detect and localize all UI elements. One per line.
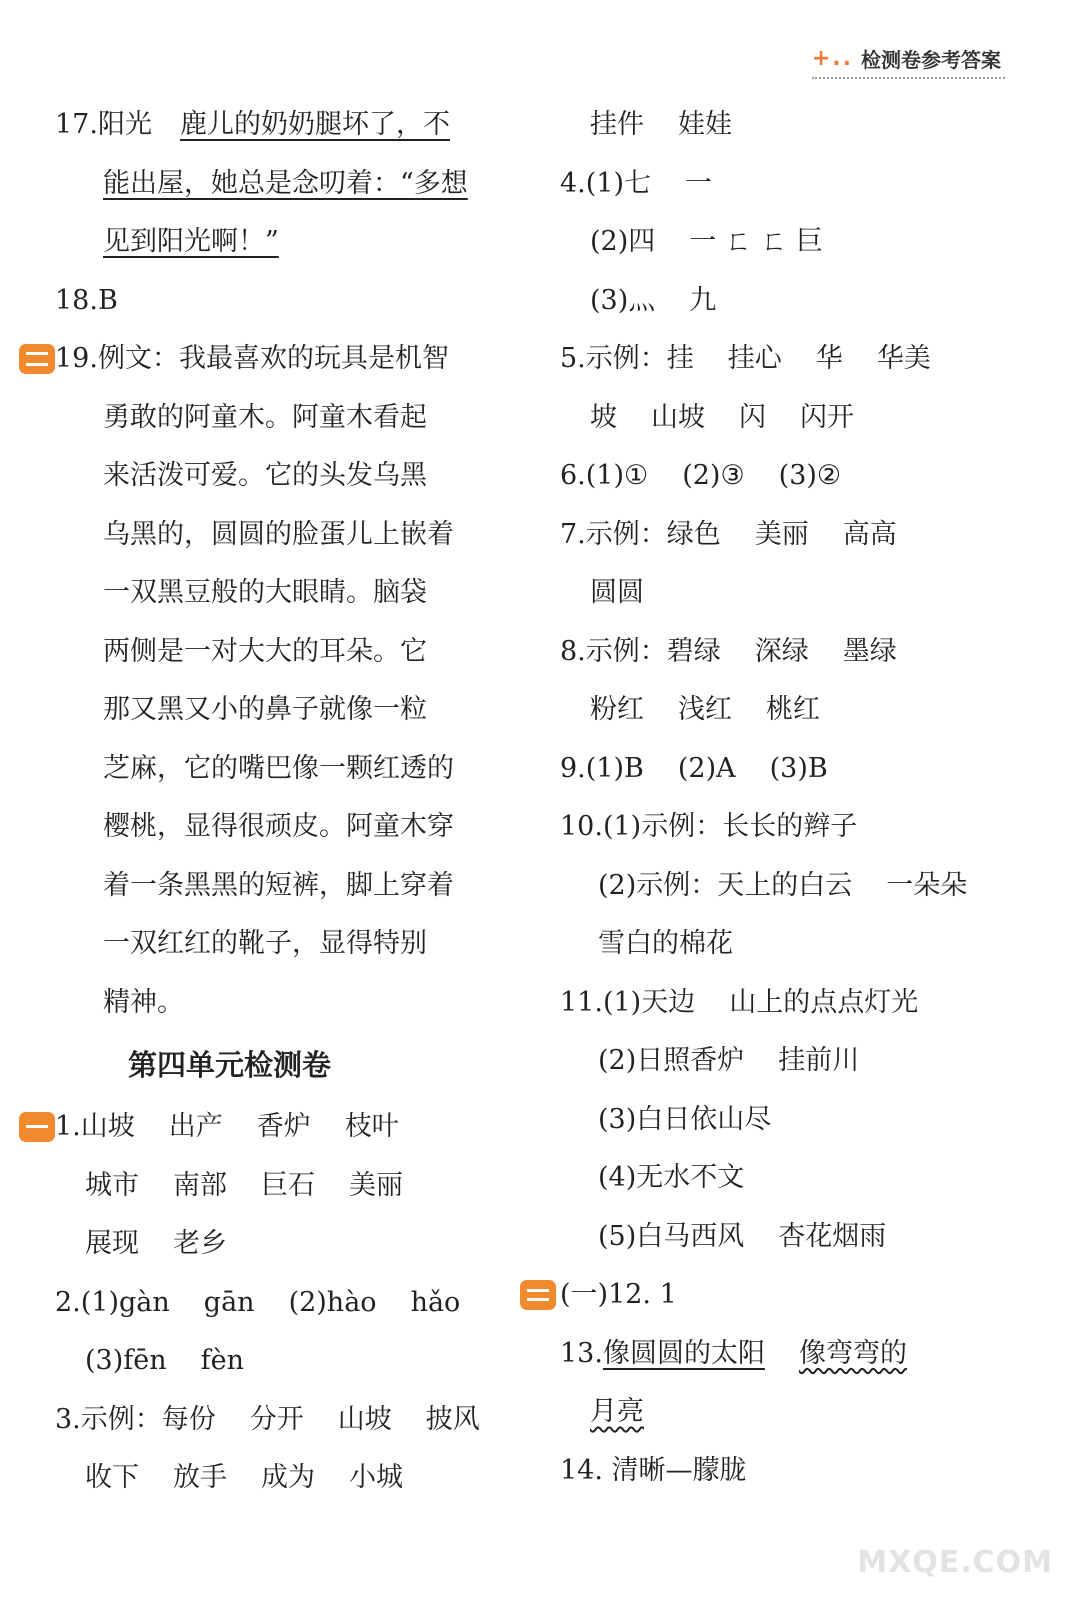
q10-line2b: 一朵朵 [886, 869, 968, 901]
q11-item: (1)天边 [602, 986, 696, 1018]
section-two-badge-icon [520, 1280, 556, 1310]
header-decoration: +.. [811, 46, 853, 71]
q19-line6 [55, 623, 500, 682]
section-three-badge-icon [19, 344, 55, 374]
q9-label: 9. [560, 752, 586, 784]
q11-row4 [560, 1149, 1010, 1208]
q8-word: 墨绿 [842, 635, 897, 667]
q1-label: 1. [55, 1111, 81, 1142]
q4-item: 一 [685, 167, 713, 199]
q6-item: (2)③ [682, 460, 745, 491]
q4-label: 4. [560, 167, 586, 199]
q17-text2: 能出屋，她总是念叨着：“多想 [103, 167, 468, 199]
q1-word: 山坡 [80, 1111, 135, 1142]
q13-answer-c: 月亮 [590, 1396, 644, 1427]
q19-line5 [55, 564, 500, 623]
left-column [55, 96, 500, 1508]
q19-line12 [55, 974, 500, 1033]
q19-line: 那又黑又小的鼻子就像一粒 [103, 694, 427, 725]
q1-word: 美丽 [349, 1169, 403, 1201]
q19-line: 一双黑豆般的大眼睛。脑袋 [103, 577, 427, 608]
q5-label: 5. [560, 343, 586, 374]
q19-line: 19.例文：我最喜欢的玩具是机智 [55, 343, 449, 374]
watermark-logo: MXQE.COM [857, 1545, 1053, 1580]
q10-label: 10. [560, 811, 603, 842]
q5-word: 挂心 [727, 343, 782, 374]
q6-item: (3)② [778, 460, 842, 491]
q7-word: 美丽 [754, 518, 809, 550]
q4-item: 九 [689, 284, 717, 316]
q3-word: 小城 [349, 1462, 403, 1493]
q18-label: 18. [55, 284, 98, 316]
q19-line3 [55, 447, 500, 506]
q19-line: 乌黑的，圆圆的脸蛋儿上嵌着 [103, 518, 454, 550]
q8-word: 碧绿 [666, 635, 721, 667]
q17-line2 [55, 155, 500, 214]
q7-word: 高高 [842, 518, 897, 550]
q10-row2 [560, 857, 1010, 916]
q2-item: (1)gàn [80, 1286, 170, 1318]
q2-label: 2. [55, 1286, 81, 1318]
q7-word: 圆圆 [590, 577, 644, 608]
q11-row1 [560, 974, 1010, 1033]
q17-text1: 鹿儿的奶奶腿坏了，不 [179, 109, 450, 140]
q1-row2 [55, 1157, 500, 1216]
q10-row1 [560, 798, 1010, 857]
q13-row1 [560, 1325, 1010, 1384]
q8-row2 [560, 681, 1010, 740]
q18-answer: B [97, 284, 118, 316]
q8-word: 浅红 [678, 694, 732, 725]
q19-line: 樱桃，显得很顽皮。阿童木穿 [103, 811, 454, 842]
q11-row2 [560, 1032, 1010, 1091]
q5-word: 坡 [590, 401, 617, 433]
q3-word: 每份 [161, 1403, 216, 1435]
section-title: 第四单元检测卷 [128, 1048, 332, 1082]
q19-line: 着一条黑黑的短裤，脚上穿着 [103, 869, 454, 901]
q18 [55, 272, 500, 331]
q19-line: 勇敢的阿童木。阿童木看起 [103, 401, 427, 433]
q6-label: 6. [560, 460, 586, 491]
q1-row3 [55, 1215, 500, 1274]
q6-item: (1)① [585, 460, 649, 491]
q4-row1 [560, 155, 1010, 214]
q4-item: (2)四 [590, 226, 656, 257]
q12 [560, 1266, 1010, 1325]
q19-line: 来活泼可爱。它的头发乌黑 [103, 460, 427, 491]
page-header [812, 44, 1001, 73]
q5-word: 华 [815, 343, 843, 374]
q19-line2 [55, 389, 500, 448]
q9-item: (3)B [769, 752, 828, 784]
header-title: 检测卷参考答案 [861, 48, 1001, 72]
q3-word: 分开 [249, 1403, 304, 1435]
q3-label: 3. [55, 1403, 81, 1435]
q13-label: 13. [560, 1337, 603, 1369]
q13-row2 [560, 1383, 1010, 1442]
q5-prefix: 示例： [585, 343, 667, 374]
continued-line [560, 96, 1010, 155]
q3-prefix: 示例： [80, 1403, 162, 1435]
q11-item: 挂前川 [778, 1045, 860, 1076]
q17-text3: 见到阳光啊！” [103, 226, 279, 257]
q4-item: (3)灬 [590, 284, 656, 316]
q2-item: (2)hào [288, 1286, 377, 1318]
q2-row1 [55, 1274, 500, 1333]
q8-label: 8. [560, 635, 586, 667]
q11-item: 山上的点点灯光 [729, 986, 919, 1018]
q3-word: 收下 [85, 1462, 139, 1493]
q17-answer: 阳光 [97, 109, 152, 140]
q3-row2 [55, 1449, 500, 1508]
q9-item: (2)A [677, 752, 736, 784]
q1-word: 老乡 [173, 1228, 227, 1259]
q19-line: 两侧是一对大大的耳朵。它 [103, 635, 427, 667]
q10-line3: 雪白的棉花 [598, 928, 733, 959]
right-column [560, 96, 1010, 1500]
q4-item: (1)七 [585, 167, 652, 199]
q5-word: 闪开 [800, 401, 854, 433]
q19-line7 [55, 681, 500, 740]
q3-row1 [55, 1391, 500, 1450]
q5-word: 华美 [876, 343, 931, 374]
q13-answer-b: 像弯弯的 [798, 1337, 907, 1369]
q19-line11 [55, 915, 500, 974]
q11-item: (5)白马西风 [598, 1220, 745, 1252]
q8-prefix: 示例： [585, 635, 667, 667]
q2-item: fèn [200, 1345, 244, 1376]
q17-label: 17. [55, 109, 98, 140]
q19-line8 [55, 740, 500, 799]
q11-row5 [560, 1208, 1010, 1267]
q17-line3 [55, 213, 500, 272]
q2-item: (3)fēn [85, 1345, 167, 1376]
q11-item: (4)无水不文 [598, 1162, 745, 1193]
q10-row3 [560, 915, 1010, 974]
q5-row1 [560, 330, 1010, 389]
q7-row1 [560, 506, 1010, 565]
q3-word: 山坡 [337, 1403, 392, 1435]
q11-item: 杏花烟雨 [778, 1220, 887, 1252]
q3-word: 放手 [173, 1462, 227, 1493]
q5-word: 闪 [739, 401, 766, 433]
q8-word: 粉红 [590, 694, 644, 725]
q1-row1 [55, 1098, 500, 1157]
q3-word: 成为 [261, 1462, 315, 1493]
q10-line1: (1)示例：长长的辫子 [602, 811, 858, 842]
q19-line: 一双红红的靴子，显得特别 [103, 928, 427, 959]
q13-answer-a: 像圆圆的太阳 [602, 1337, 765, 1369]
q1-word: 枝叶 [344, 1111, 399, 1142]
q1-word: 南部 [173, 1169, 227, 1201]
q5-word: 挂 [666, 343, 694, 374]
q19-line4 [55, 506, 500, 565]
cont-word: 娃娃 [678, 109, 732, 140]
q1-word: 香炉 [256, 1111, 311, 1142]
q5-word: 山坡 [651, 401, 705, 433]
q14-text: 14. 清晰—朦胧 [560, 1454, 747, 1486]
q1-word: 出产 [168, 1111, 223, 1142]
q7-label: 7. [560, 518, 586, 550]
q2-item: gān [203, 1286, 255, 1318]
q8-word: 深绿 [754, 635, 809, 667]
q17-line1 [55, 96, 500, 155]
q6 [560, 447, 1010, 506]
q1-word: 城市 [85, 1169, 139, 1201]
q19-line: 芝麻，它的嘴巴像一颗红透的 [103, 752, 454, 784]
q8-row1 [560, 623, 1010, 682]
q2-row2 [55, 1332, 500, 1391]
q1-word: 展现 [85, 1228, 139, 1259]
cont-word: 挂件 [590, 109, 644, 140]
q11-label: 11. [560, 986, 603, 1018]
q1-word: 巨石 [261, 1169, 315, 1201]
q4-item: 一 ㄈ ㄈ 巨 [689, 226, 823, 257]
q9 [560, 740, 1010, 799]
q9-item: (1)B [585, 752, 644, 784]
q12-text: (一)12. 1 [560, 1279, 677, 1310]
q19-line1 [55, 330, 500, 389]
q11-item: (3)白日依山尽 [598, 1103, 772, 1135]
q7-row2 [560, 564, 1010, 623]
q11-item: (2)日照香炉 [598, 1045, 745, 1076]
q4-row3 [560, 272, 1010, 331]
q7-word: 绿色 [666, 518, 721, 550]
section-one-badge-icon [19, 1112, 55, 1142]
q19-line: 精神。 [103, 986, 184, 1018]
q19-line9 [55, 798, 500, 857]
header-dotted-rule [812, 77, 1005, 79]
q11-row3 [560, 1091, 1010, 1150]
q4-row2 [560, 213, 1010, 272]
q2-item: hǎo [410, 1286, 461, 1318]
q10-line2a: (2)示例：天上的白云 [598, 869, 853, 901]
q3-word: 披风 [425, 1403, 480, 1435]
q19-line10 [55, 857, 500, 916]
q5-row2 [560, 389, 1010, 448]
q8-word: 桃红 [766, 694, 820, 725]
q14 [560, 1442, 1010, 1501]
q7-prefix: 示例： [585, 518, 667, 550]
